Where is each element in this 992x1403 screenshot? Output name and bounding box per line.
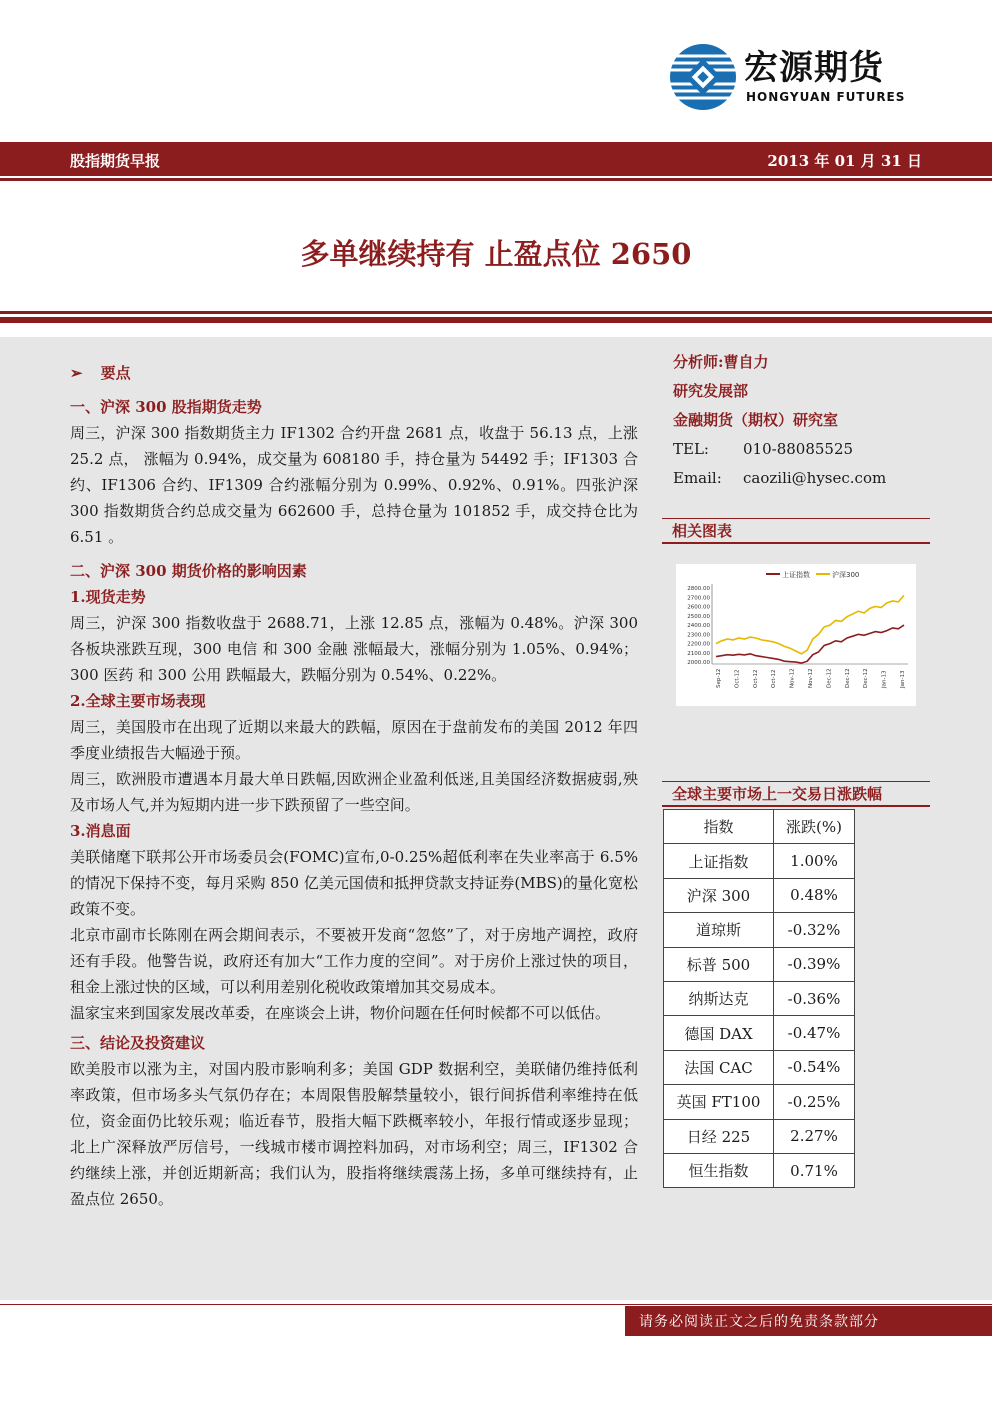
table-header-cell: 指数 [664, 810, 774, 844]
title-divider-thick [0, 317, 992, 323]
related-chart-topline [662, 518, 930, 519]
y-tick-label: 2700.00 [687, 595, 710, 602]
y-tick-label: 2800.00 [687, 586, 710, 592]
y-tick-label: 2300.00 [687, 632, 710, 639]
logo-mark-icon [668, 42, 738, 112]
y-tick-label: 2500.00 [687, 613, 710, 620]
change-value-cell: 1.00% [774, 844, 855, 878]
related-chart-underline [662, 542, 930, 544]
tel-label: TEL: [673, 440, 709, 458]
footer-line [0, 1304, 992, 1305]
x-tick-label: Oct-12 [752, 669, 759, 688]
table-row [664, 913, 855, 947]
brand-name-en: HONGYUAN FUTURES [746, 90, 906, 104]
report-type: 股指期货早报 [70, 152, 161, 170]
index-name-cell: 日经 225 [664, 1119, 774, 1153]
subsection-news-heading: 3.消息面 [70, 822, 131, 840]
brand-logo [668, 42, 918, 117]
arrow-bullet-icon: ➢ [70, 364, 83, 382]
subsection-news-paragraph-3: 温家宝来到国家发展改革委，在座谈会上讲，物价问题在任何时候都不可以低估。 [70, 1004, 611, 1022]
email-value[interactable]: caozili@hysec.com [743, 469, 887, 487]
x-tick-label: Nov-12 [808, 668, 814, 688]
change-value-cell: -0.54% [774, 1050, 855, 1084]
market-table-underline [662, 805, 930, 807]
analyst-info [673, 348, 933, 493]
x-tick-label: Jan-13 [881, 670, 888, 688]
table-header-row [664, 810, 855, 844]
subsection-global-heading: 2.全球主要市场表现 [70, 692, 206, 710]
index-name-cell: 上证指数 [664, 844, 774, 878]
section-1-paragraph: 周三，沪深 300 指数期货主力 IF1302 合约开盘 2681 点，收盘于 56.13 点，上涨 25.2 点， 涨幅为 0.94%，成交量为 608180 手，持仓量为 54492 手；IF1303 合约、IF1306 合约、IF1309 合约涨幅分别为 0.99%、0.92%、0.91%。四张沪深 300 指数期货合约总成交量为 662600 手，总持仓量为 101852 手，成交持仓比为 6.51 。 [70, 424, 638, 546]
header-bar [0, 142, 992, 176]
change-value-cell: 0.48% [774, 878, 855, 912]
index-name-cell: 法国 CAC [664, 1050, 774, 1084]
series-line-1 [716, 595, 904, 653]
legend-label: 上证指数 [782, 571, 810, 579]
index-line-chart [676, 564, 916, 706]
y-tick-label: 2100.00 [687, 650, 710, 657]
x-tick-label: Dec-12 [826, 668, 833, 688]
footer-bar [625, 1306, 992, 1336]
brand-name-cn: 宏源期货 [744, 48, 884, 88]
title-divider-thin [0, 311, 992, 314]
main-body [70, 360, 638, 1212]
index-name-cell: 德国 DAX [664, 1016, 774, 1050]
related-chart-heading: 相关图表 [662, 518, 930, 544]
y-tick-label: 2000.00 [687, 660, 710, 667]
market-table-heading: 全球主要市场上一交易日涨跌幅 [662, 781, 930, 807]
section-2-heading: 二、沪深 300 期货价格的影响因素 [70, 562, 307, 580]
index-name-cell: 纳斯达克 [664, 981, 774, 1015]
change-value-cell: -0.36% [774, 981, 855, 1015]
y-tick-label: 2400.00 [687, 623, 710, 630]
x-tick-label: Jan-13 [900, 670, 906, 688]
x-tick-label: Oct-12 [734, 669, 741, 688]
index-name-cell: 沪深 300 [664, 878, 774, 912]
report-date: 2013 年 01 月 31 日 [767, 152, 922, 170]
key-points-heading: ➢ 要点 [70, 364, 131, 382]
table-row [664, 981, 855, 1015]
change-value-cell: -0.25% [774, 1085, 855, 1119]
section-1-heading: 一、沪深 300 股指期货走势 [70, 398, 262, 416]
table-row [664, 878, 855, 912]
subsection-news-paragraph-2: 北京市副市长陈刚在两会期间表示，不要被开发商“忽悠”了，对于房地产调控，政府还有手段。他警告说，政府还有加大“工作力度的空间”。对于房价上涨过快的项目，租金上涨过快的区域，可以利用差别化税收政策增加其交易成本。 [70, 926, 638, 996]
subsection-spot-paragraph: 周三，沪深 300 指数收盘于 2688.71，上涨 12.85 点，涨幅为 0.48%。沪深 300 各板块涨跌互现，300 电信 和 300 金融 涨幅最大，涨幅分别为 1.05%、0.94%； 300 医药 和 300 公用 跌幅最大，跌幅分别为 0.54%、0.22%。 [70, 614, 638, 684]
subsection-news-paragraph-1: 美联储麾下联邦公开市场委员会(FOMC)宣布,0-0.25%超低利率在失业率高于 6.5%的情况下保持不变，每月采购 850 亿美元国债和抵押贷款支持证券(MBS)的量化宽松政策不变。 [70, 848, 638, 918]
table-row [664, 947, 855, 981]
table-row [664, 1016, 855, 1050]
index-name-cell: 恒生指数 [664, 1153, 774, 1187]
table-row [664, 1050, 855, 1084]
section-3-heading: 三、结论及投资建议 [70, 1034, 206, 1052]
index-name-cell: 道琼斯 [664, 913, 774, 947]
subsection-global-paragraph-2: 周三，欧洲股市遭遇本月最大单日跌幅,因欧洲企业盈利低迷,且美国经济数据疲弱,殃及市场人气,并为短期内进一步下跌预留了一些空间。 [70, 770, 638, 814]
y-tick-label: 2600.00 [687, 604, 710, 611]
tel-value: 010-88085525 [743, 440, 854, 458]
table-row [664, 1153, 855, 1187]
disclaimer-link[interactable]: 请务必阅读正文之后的免责条款部分 [639, 1314, 879, 1330]
analyst-dept: 研究发展部 [673, 382, 749, 400]
page-title: 多单继续持有 止盈点位 2650 [300, 237, 692, 271]
subsection-global-paragraph-1: 周三，美国股市在出现了近期以来最大的跌幅，原因在于盘前发布的美国 2012 年四季度业绩报告大幅逊于预。 [70, 718, 638, 762]
market-table-topline [662, 781, 930, 782]
change-value-cell: 0.71% [774, 1153, 855, 1187]
legend-label: 沪深300 [832, 571, 860, 579]
analyst-office: 金融期货（期权）研究室 [673, 411, 839, 429]
subsection-spot-heading: 1.现货走势 [70, 588, 146, 606]
index-name-cell: 标普 500 [664, 947, 774, 981]
section-3-paragraph: 欧美股市以涨为主，对国内股市影响利多；美国 GDP 数据利空，美联储仍维持低利率政策，但市场多头气氛仍存在；本周限售股解禁量较小，银行间拆借利率维持在低位，资金面仍比较乐观；临近春节，股指大幅下跌概率较小，年报行情或逐步显现；北上广深释放严厉信号，一线城市楼市调控料加码，对市场利空；周三，IF1302 合约继续上涨，并创近期新高；我们认为，股指将继续震荡上扬，多单可继续持有，止盈点位 2650。 [70, 1060, 638, 1208]
analyst-email-row [673, 464, 933, 493]
x-tick-label: Nov-12 [789, 668, 796, 688]
table-header-cell: 涨跌(%) [774, 810, 855, 844]
y-tick-label: 2200.00 [687, 641, 710, 648]
table-row [664, 1119, 855, 1153]
change-value-cell: -0.39% [774, 947, 855, 981]
table-row [664, 1085, 855, 1119]
change-value-cell: 2.27% [774, 1119, 855, 1153]
x-tick-label: Dec-12 [863, 668, 870, 688]
email-label: Email: [673, 469, 722, 487]
x-tick-label: Oct-12 [771, 669, 778, 688]
change-value-cell: -0.47% [774, 1016, 855, 1050]
change-value-cell: -0.32% [774, 913, 855, 947]
table-row [664, 844, 855, 878]
x-tick-label: Sep-12 [716, 668, 722, 688]
x-tick-label: Dec-12 [844, 668, 851, 688]
analyst-tel-row [673, 435, 933, 464]
market-table [663, 809, 855, 1188]
chart-svg [676, 564, 916, 706]
header-underline [0, 178, 992, 181]
index-name-cell: 英国 FT100 [664, 1085, 774, 1119]
analyst-name: 分析师:曹自力 [673, 353, 769, 371]
